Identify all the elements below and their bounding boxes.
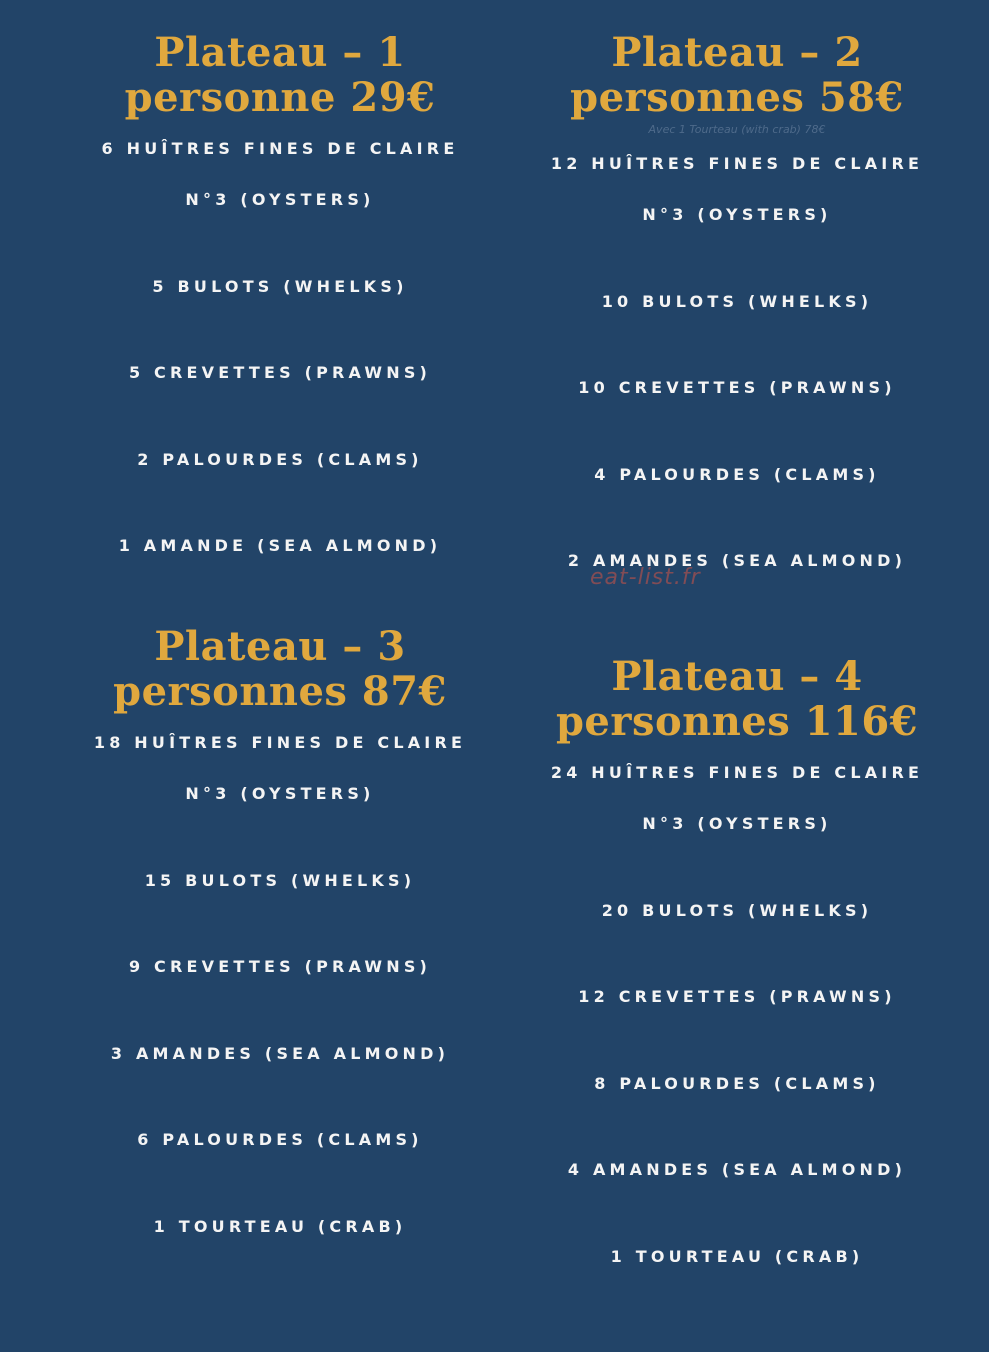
- plateau-1-title-line2: personne 29€: [124, 74, 436, 121]
- plateau-4-title-line1: Plateau – 4: [611, 653, 863, 700]
- plateau-1-items: [30, 123, 530, 571]
- plateau-1-item-sea-almond: 1 AMANDE (SEA ALMOND): [118, 536, 442, 556]
- plateau-2-section: [487, 30, 987, 586]
- plateau-4-title: [487, 654, 987, 744]
- plateau-4-item-sea-almond: 4 AMANDES (SEA ALMOND): [567, 1160, 907, 1180]
- plateau-4-item-clams: 8 PALOURDES (CLAMS): [594, 1073, 880, 1093]
- plateau-3-item-clams: 6 PALOURDES (CLAMS): [137, 1130, 423, 1150]
- plateau-4-items: [487, 747, 987, 1282]
- plateau-2-item-oysters: [487, 138, 987, 240]
- plateau-3-title-line1: Plateau – 3: [154, 623, 406, 670]
- plateau-2-items: [487, 138, 987, 586]
- plateau-3-items: [30, 717, 530, 1252]
- plateau-4-item-oysters: [487, 747, 987, 849]
- plateau-4-item-prawns: 12 CREVETTES (PRAWNS): [578, 987, 896, 1007]
- plateau-2-title: [487, 30, 987, 120]
- plateau-3-item-oysters-line1: 18 HUÎTRES FINES DE CLAIRE: [93, 733, 467, 752]
- plateau-4-item-whelks: 20 BULOTS (WHELKS): [601, 900, 873, 920]
- plateau-3-item-oysters: [30, 717, 530, 819]
- plateau-2-item-oysters-line1: 12 HUÎTRES FINES DE CLAIRE: [550, 154, 924, 173]
- plateau-1-title: [30, 30, 530, 120]
- plateau-3-title-line2: personnes 87€: [113, 668, 447, 715]
- plateau-4-section: [487, 654, 987, 1282]
- watermark: eat-list.fr: [590, 565, 701, 590]
- plateau-1-item-prawns: 5 CREVETTES (PRAWNS): [128, 363, 432, 383]
- plateau-1-item-oysters: [30, 123, 530, 225]
- plateau-2-item-clams: 4 PALOURDES (CLAMS): [594, 464, 880, 484]
- plateau-4-item-oysters-line1: 24 HUÎTRES FINES DE CLAIRE: [550, 763, 924, 782]
- plateau-1-title-line1: Plateau – 1: [154, 29, 406, 76]
- plateau-3-item-sea-almond: 3 AMANDES (SEA ALMOND): [110, 1043, 450, 1063]
- plateau-1-section: [30, 30, 530, 571]
- plateau-3-item-whelks: 15 BULOTS (WHELKS): [144, 870, 416, 890]
- plateau-2-title-line1: Plateau – 2: [611, 29, 863, 76]
- plateau-4-item-oysters-line2: N°3 (OYSTERS): [642, 814, 832, 833]
- plateau-3-item-prawns: 9 CREVETTES (PRAWNS): [128, 957, 432, 977]
- plateau-2-item-sea-almond: 2 AMANDES (SEA ALMOND): [567, 551, 907, 571]
- plateau-2-item-oysters-line2: N°3 (OYSTERS): [642, 205, 832, 224]
- plateau-1-item-oysters-line1: 6 HUÎTRES FINES DE CLAIRE: [101, 139, 459, 158]
- plateau-4-title-line2: personnes 116€: [555, 698, 919, 745]
- plateau-1-item-clams: 2 PALOURDES (CLAMS): [137, 449, 423, 469]
- plateau-2-item-prawns: 10 CREVETTES (PRAWNS): [578, 378, 896, 398]
- plateau-3-section: [30, 624, 530, 1252]
- plateau-2-item-whelks: 10 BULOTS (WHELKS): [601, 291, 873, 311]
- plateau-1-item-oysters-line2: N°3 (OYSTERS): [185, 190, 375, 209]
- plateau-2-crab-note: Avec 1 Tourteau (with crab) 78€: [648, 123, 826, 136]
- plateau-3-item-crab: 1 TOURTEAU (CRAB): [153, 1216, 407, 1236]
- plateau-4-item-crab: 1 TOURTEAU (CRAB): [610, 1246, 864, 1266]
- plateau-2-title-line2: personnes 58€: [570, 74, 904, 121]
- plateau-3-item-oysters-line2: N°3 (OYSTERS): [185, 784, 375, 803]
- plateau-3-title: [30, 624, 530, 714]
- plateau-1-item-whelks: 5 BULOTS (WHELKS): [152, 276, 408, 296]
